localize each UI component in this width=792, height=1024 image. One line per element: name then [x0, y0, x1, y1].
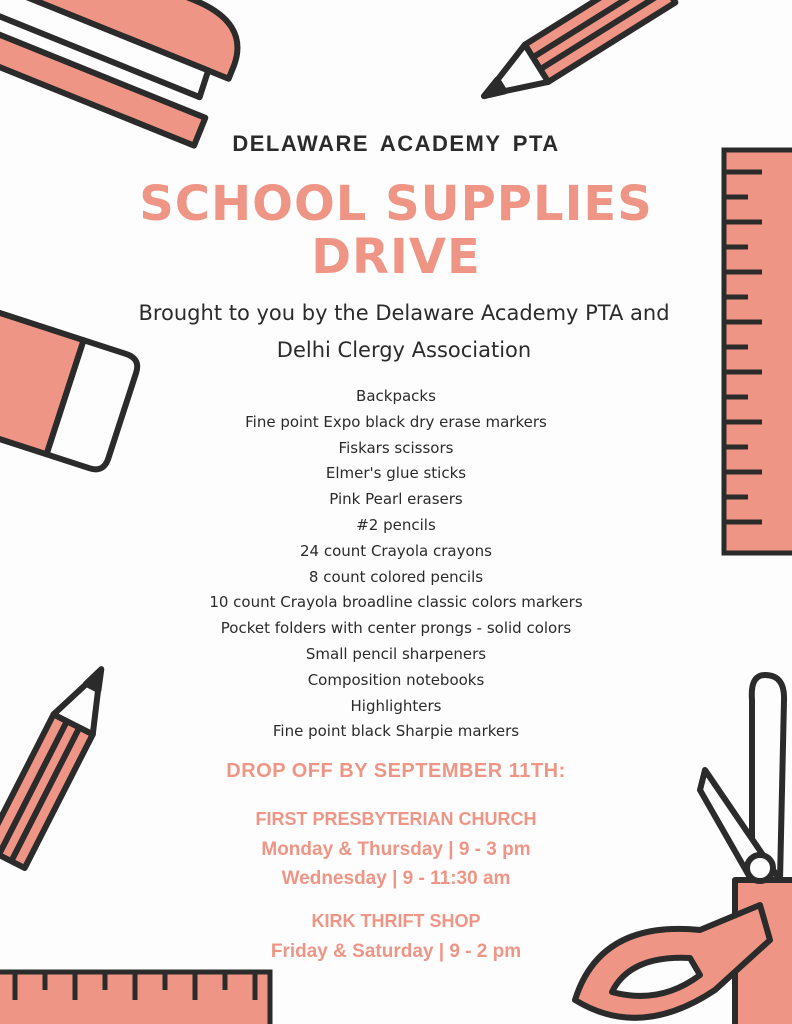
supply-item: Pink Pearl erasers	[329, 490, 463, 509]
location-hours: Wednesday | 9 - 11:30 am	[281, 868, 511, 889]
supply-item: 8 count colored pencils	[308, 567, 484, 586]
stapler-icon	[0, 0, 251, 148]
location-hours: Friday & Saturday | 9 - 2 pm	[270, 941, 522, 962]
subtitle-line-2: Delhi Clergy Association	[276, 338, 532, 362]
supply-item: Small pencil sharpeners	[305, 644, 487, 663]
title-line-2: DRIVE	[311, 229, 481, 285]
supply-item: #2 pencils	[356, 515, 436, 534]
supply-item: Highlighters	[350, 696, 442, 715]
subtitle-line-1: Brought to you by the Delaware Academy PTA and	[138, 301, 670, 325]
page-title	[0, 178, 792, 284]
supply-item: Fine point Expo black dry erase markers	[245, 412, 547, 431]
pencil-icon	[472, 0, 675, 115]
supply-item: Fine point black Sharpie markers	[272, 722, 520, 741]
organization-name: DELAWARE ACADEMY PTA	[232, 131, 560, 156]
title-line-1: SCHOOL SUPPLIES	[139, 176, 653, 232]
supply-item: 24 count Crayola crayons	[300, 541, 492, 560]
dropoff-heading: DROP OFF BY SEPTEMBER 11TH:	[226, 760, 566, 782]
supply-item: 10 count Crayola broadline classic colors markers	[209, 593, 583, 612]
location-name-thrift-shop: KIRK THRIFT SHOP	[311, 911, 481, 931]
location-hours: Monday & Thursday | 9 - 3 pm	[261, 839, 531, 860]
location-name-church: FIRST PRESBYTERIAN CHURCH	[255, 809, 537, 829]
supply-item: Composition notebooks	[307, 670, 485, 689]
supply-item: Backpacks	[356, 387, 436, 405]
supplies-list	[0, 384, 792, 745]
supply-item: Fiskars scissors	[338, 438, 454, 457]
supply-item: Pocket folders with center prongs - solid colors	[220, 619, 572, 638]
ruler-icon	[0, 972, 270, 1024]
subtitle	[0, 295, 792, 369]
supply-item: Elmer's glue sticks	[325, 464, 467, 483]
